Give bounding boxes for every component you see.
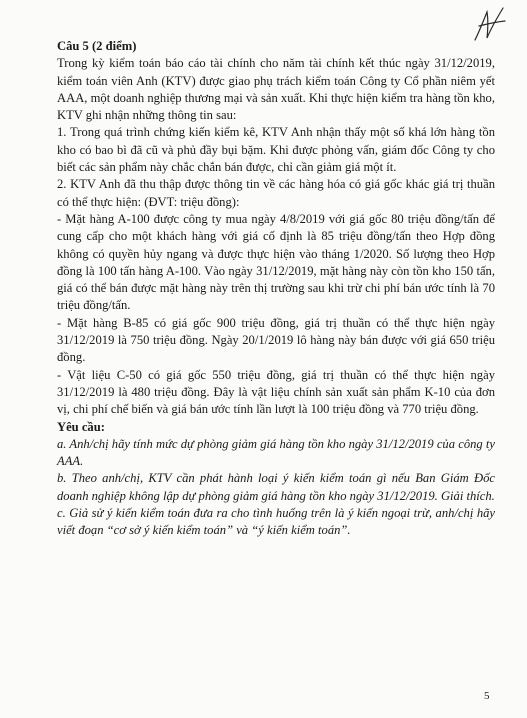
requirements-heading: Yêu cầu: xyxy=(57,419,105,434)
observation-2: 2. KTV Anh đã thu thập được thông tin về các hàng hóa có giá gốc khác giá trị thuần có thể thực hiện: (ĐVT: triệu đồng): xyxy=(57,177,495,209)
observation-1: 1. Trong quá trình chứng kiến kiểm kê, KTV Anh nhận thấy một số khá lớn hàng tồn kho có bao bì đã cũ và phủ đầy bụi bặm. Khi được phỏng vấn, giám đốc Công ty cho biết các sản phẩm này chắc chắn bán được, chỉ cần giảm giá một ít. xyxy=(57,125,495,175)
exam-question xyxy=(57,38,495,540)
item-c50: - Vật liệu C-50 có giá gốc 550 triệu đồng, giá trị thuần có thể thực hiện ngày 31/12/2019 là 480 triệu đồng. Đây là vật liệu chính sản xuất sản phẩm K-10 của đơn vị, chi phí chế biến và giá bán ước tính lần lượt là 100 triệu đồng và 770 triệu đồng. xyxy=(57,367,495,417)
intro-paragraph: Trong kỳ kiểm toán báo cáo tài chính cho năm tài chính kết thúc ngày 31/12/2019, kiểm toán viên Anh (KTV) được giao phụ trách kiểm toán Công ty Cổ phần niêm yết AAA, một doanh nghiệp thương mại và sản xuất. Khi thực hiện kiểm tra hàng tồn kho, KTV ghi nhận những thông tin sau: xyxy=(57,56,495,123)
question-title: Câu 5 (2 điểm) xyxy=(57,39,137,53)
requirement-b: b. Theo anh/chị, KTV cần phát hành loại ý kiến kiểm toán gì nếu Ban Giám Đốc doanh nghiệp không lập dự phòng giảm giá hàng tồn kho ngày 31/12/2019. Giải thích. xyxy=(57,471,495,503)
requirement-a: a. Anh/chị hãy tính mức dự phòng giảm giá hàng tồn kho ngày 31/12/2019 của công ty AAA. xyxy=(57,436,495,469)
item-b85: - Mặt hàng B-85 có giá gốc 900 triệu đồng, giá trị thuần có thể thực hiện ngày 31/12/2019 là 750 triệu đồng. Ngày 20/1/2019 lô hàng này bán được với giá 650 triệu đồng. xyxy=(57,315,495,365)
requirement-c: c. Giả sử ý kiến kiểm toán đưa ra cho tình huống trên là ý kiến ngoại trừ, anh/chị hãy viết đoạn “cơ sở ý kiến kiểm toán” và “ý kiến kiểm toán”. xyxy=(57,506,495,538)
page-number: 5 xyxy=(484,690,490,702)
item-a100: - Mặt hàng A-100 được công ty mua ngày 4/8/2019 với giá gốc 80 triệu đồng/tấn để cung cấp cho một khách hàng với giá cố định là 85 triệu đồng/tấn theo Hợp đồng không có quyền hủy ngang và được thực hiện vào tháng 1/2020. Số lượng theo Hợp đồng là 100 tấn hàng A-100. Vào ngày 31/12/2019, mặt hàng này còn tồn kho 150 tấn, giá có thể bán được mặt hàng này trên thị trường sau khi trừ chi phí bán ước tính là 70 triệu đồng/tấn. xyxy=(57,211,495,313)
